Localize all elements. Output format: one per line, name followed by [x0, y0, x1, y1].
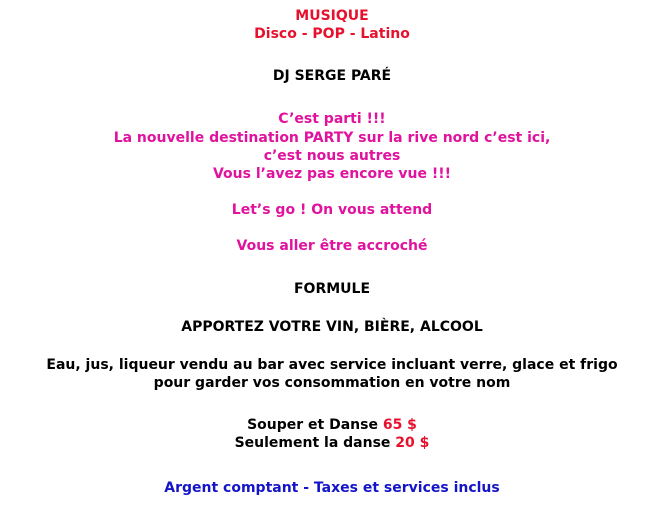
price-danse [0, 434, 664, 452]
music-genres: Disco - POP - Latino [254, 26, 410, 42]
formule-bring: APPORTEZ VOTRE VIN, BIÈRE, ALCOOL [181, 319, 483, 335]
promo-line-6: Vous aller être accroché [236, 238, 428, 254]
price-danse-value: 20 $ [395, 435, 430, 451]
price-souper-value: 65 $ [382, 417, 417, 433]
promo-line-4: Vous l’avez pas encore vue !!! [212, 166, 451, 182]
promo-line-2: La nouvelle destination PARTY sur la rive nord c’est ici, [113, 130, 551, 146]
promo-line-3: c’est nous autres [263, 148, 401, 164]
dj-name: DJ SERGE PARÉ [272, 68, 392, 84]
promo-line-5: Let’s go ! On vous attend [231, 202, 433, 218]
formule-heading: FORMULE [293, 281, 371, 297]
price-souper [0, 416, 664, 434]
price-danse-label: Seulement la danse [234, 435, 396, 451]
promo-line-1: C’est parti !!! [278, 111, 386, 127]
price-souper-label: Souper et Danse [247, 417, 383, 433]
payment-note: Argent comptant - Taxes et services inclus [164, 480, 500, 496]
music-heading: MUSIQUE [295, 8, 369, 24]
formule-service-1: Eau, jus, liqueur vendu au bar avec service incluant verre, glace et frigo [46, 357, 618, 373]
formule-service-2: pour garder vos consommation en votre nom [153, 375, 511, 391]
